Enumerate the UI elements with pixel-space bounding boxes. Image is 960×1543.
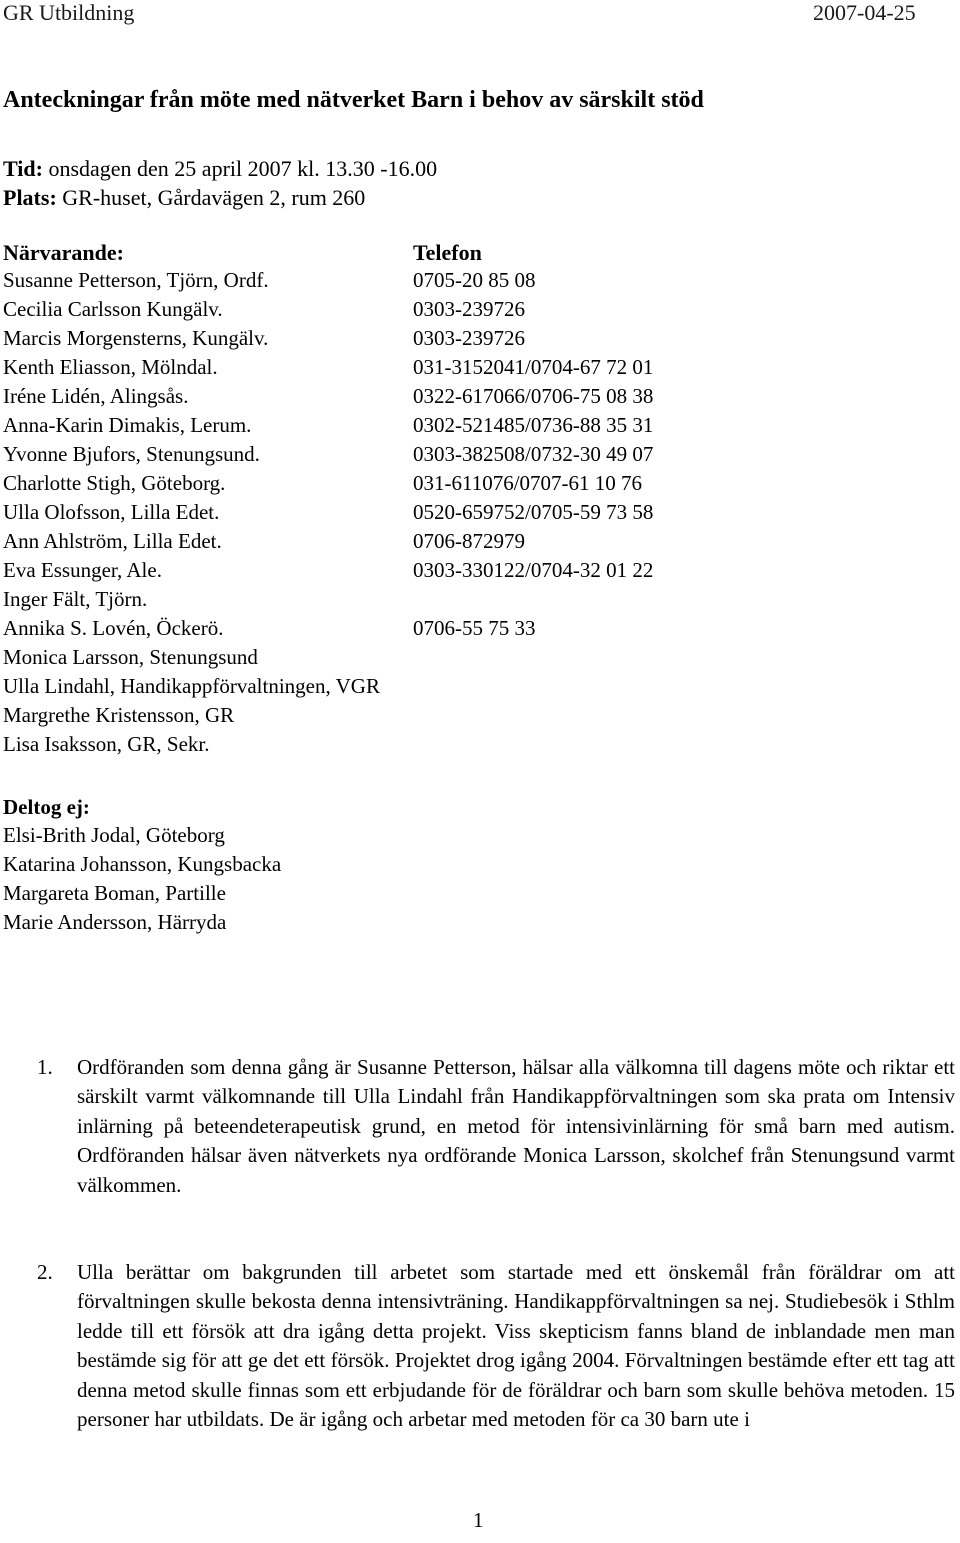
attendee-row [0, 413, 960, 442]
absent-heading: Deltog ej: [3, 795, 90, 819]
attendee-name: Iréne Lidén, Alingsås. [3, 384, 189, 408]
attendee-phone: 0303-382508/0732-30 49 07 [413, 442, 654, 466]
attendee-phone: 0706-55 75 33 [413, 616, 536, 640]
attendee-phone: 0303-330122/0704-32 01 22 [413, 558, 654, 582]
attendee-row [0, 268, 960, 297]
meeting-place [3, 185, 365, 211]
attendee-phone: 0302-521485/0736-88 35 31 [413, 413, 654, 437]
attendee-row [0, 732, 960, 761]
agenda-item-text: Ordföranden som denna gång är Susanne Petterson, hälsar alla välkomna till dagens möte och riktar ett särskilt varmt välkomnande till Ulla Lindahl från Handikappförvaltningen som ska prata om Intensiv inlärning på beteendeterapeutisk grund, en metod för intensivinlärning för små barn med autism. Ordföranden hälsar även nätverkets nya ordförande Monica Larsson, skolchef från Stenungsund varmt välkommen. [77, 1055, 955, 1197]
absent-item: Katarina Johansson, Kungsbacka [3, 852, 282, 876]
attendee-row [0, 355, 960, 384]
attendee-row [0, 674, 960, 703]
attendee-phone: 0303-239726 [413, 326, 525, 350]
agenda-item-text: Ulla berättar om bakgrunden till arbetet som startade med ett önskemål från föräldrar om att förvaltningen skulle bekosta denna intensivträning. Handikappförvaltningen sa nej. Studiebesök i Sthlm ledde till ett försök att dra igång detta projekt. Viss skepticism fanns bland de inblandade men man bestämde sig för att ge det ett försök. Projektet drog igång 2004. Förvaltningen bestämde efter ett tag att denna metod skulle finnas som ett erbjudande för de föräldrar och barn som skulle behöva metoden. 15 personer har utbildats. De är igång och arbetar med metoden för ca 30 barn ute i [77, 1260, 955, 1432]
attendee-row [0, 529, 960, 558]
absent-item: Elsi-Brith Jodal, Göteborg [3, 823, 225, 847]
attendee-row [0, 297, 960, 326]
attendee-name: Kenth Eliasson, Mölndal. [3, 355, 218, 379]
document-title: Anteckningar från möte med nätverket Barn i behov av särskilt stöd [3, 87, 704, 113]
attendee-row [0, 703, 960, 732]
attendee-row [0, 500, 960, 529]
attendee-name: Lisa Isaksson, GR, Sekr. [3, 732, 210, 756]
attendee-row [0, 616, 960, 645]
attendee-phone: 0705-20 85 08 [413, 268, 536, 292]
place-label: Plats: [3, 185, 57, 210]
place-value: GR-huset, Gårdavägen 2, rum 260 [62, 185, 366, 210]
header-date: 2007-04-25 [813, 0, 916, 25]
attendee-row [0, 384, 960, 413]
attendee-phone: 0706-872979 [413, 529, 525, 553]
attendee-row [0, 558, 960, 587]
attendee-name: Anna-Karin Dimakis, Lerum. [3, 413, 252, 437]
attendee-phone: 0303-239726 [413, 297, 525, 321]
attendee-phone: 031-3152041/0704-67 72 01 [413, 355, 654, 379]
time-label: Tid: [3, 156, 43, 181]
attendee-name: Cecilia Carlsson Kungälv. [3, 297, 223, 321]
attendee-name: Ulla Olofsson, Lilla Edet. [3, 500, 220, 524]
attendee-row [0, 442, 960, 471]
page-number: 1 [473, 1508, 484, 1532]
time-value: onsdagen den 25 april 2007 kl. 13.30 -16.00 [48, 156, 438, 181]
attendees-heading: Närvarande: [3, 240, 124, 265]
attendee-name: Margrethe Kristensson, GR [3, 703, 235, 727]
attendee-row [0, 326, 960, 355]
attendee-phone: 031-611076/0707-61 10 76 [413, 471, 643, 495]
attendee-phone: 0520-659752/0705-59 73 58 [413, 500, 654, 524]
meeting-time [3, 156, 437, 182]
attendee-name: Ann Ahlström, Lilla Edet. [3, 529, 222, 553]
agenda-item-number: 1. [37, 1055, 53, 1079]
attendee-name: Ulla Lindahl, Handikappförvaltningen, VGR [3, 674, 380, 698]
attendee-row [0, 645, 960, 674]
attendee-row [0, 587, 960, 616]
attendee-name: Marcis Morgensterns, Kungälv. [3, 326, 269, 350]
attendee-name: Annika S. Lovén, Öckerö. [3, 616, 224, 640]
attendee-name: Charlotte Stigh, Göteborg. [3, 471, 226, 495]
attendee-name: Inger Fält, Tjörn. [3, 587, 148, 611]
attendee-name: Eva Essunger, Ale. [3, 558, 162, 582]
attendee-name: Susanne Petterson, Tjörn, Ordf. [3, 268, 269, 292]
attendee-phone: 0322-617066/0706-75 08 38 [413, 384, 654, 408]
header-organization: GR Utbildning [3, 0, 135, 25]
phone-heading: Telefon [413, 240, 482, 265]
agenda-item-number: 2. [37, 1260, 53, 1284]
absent-item: Marie Andersson, Härryda [3, 910, 227, 934]
attendee-name: Monica Larsson, Stenungsund [3, 645, 258, 669]
attendee-name: Yvonne Bjufors, Stenungsund. [3, 442, 260, 466]
attendee-row [0, 471, 960, 500]
absent-item: Margareta Boman, Partille [3, 881, 226, 905]
